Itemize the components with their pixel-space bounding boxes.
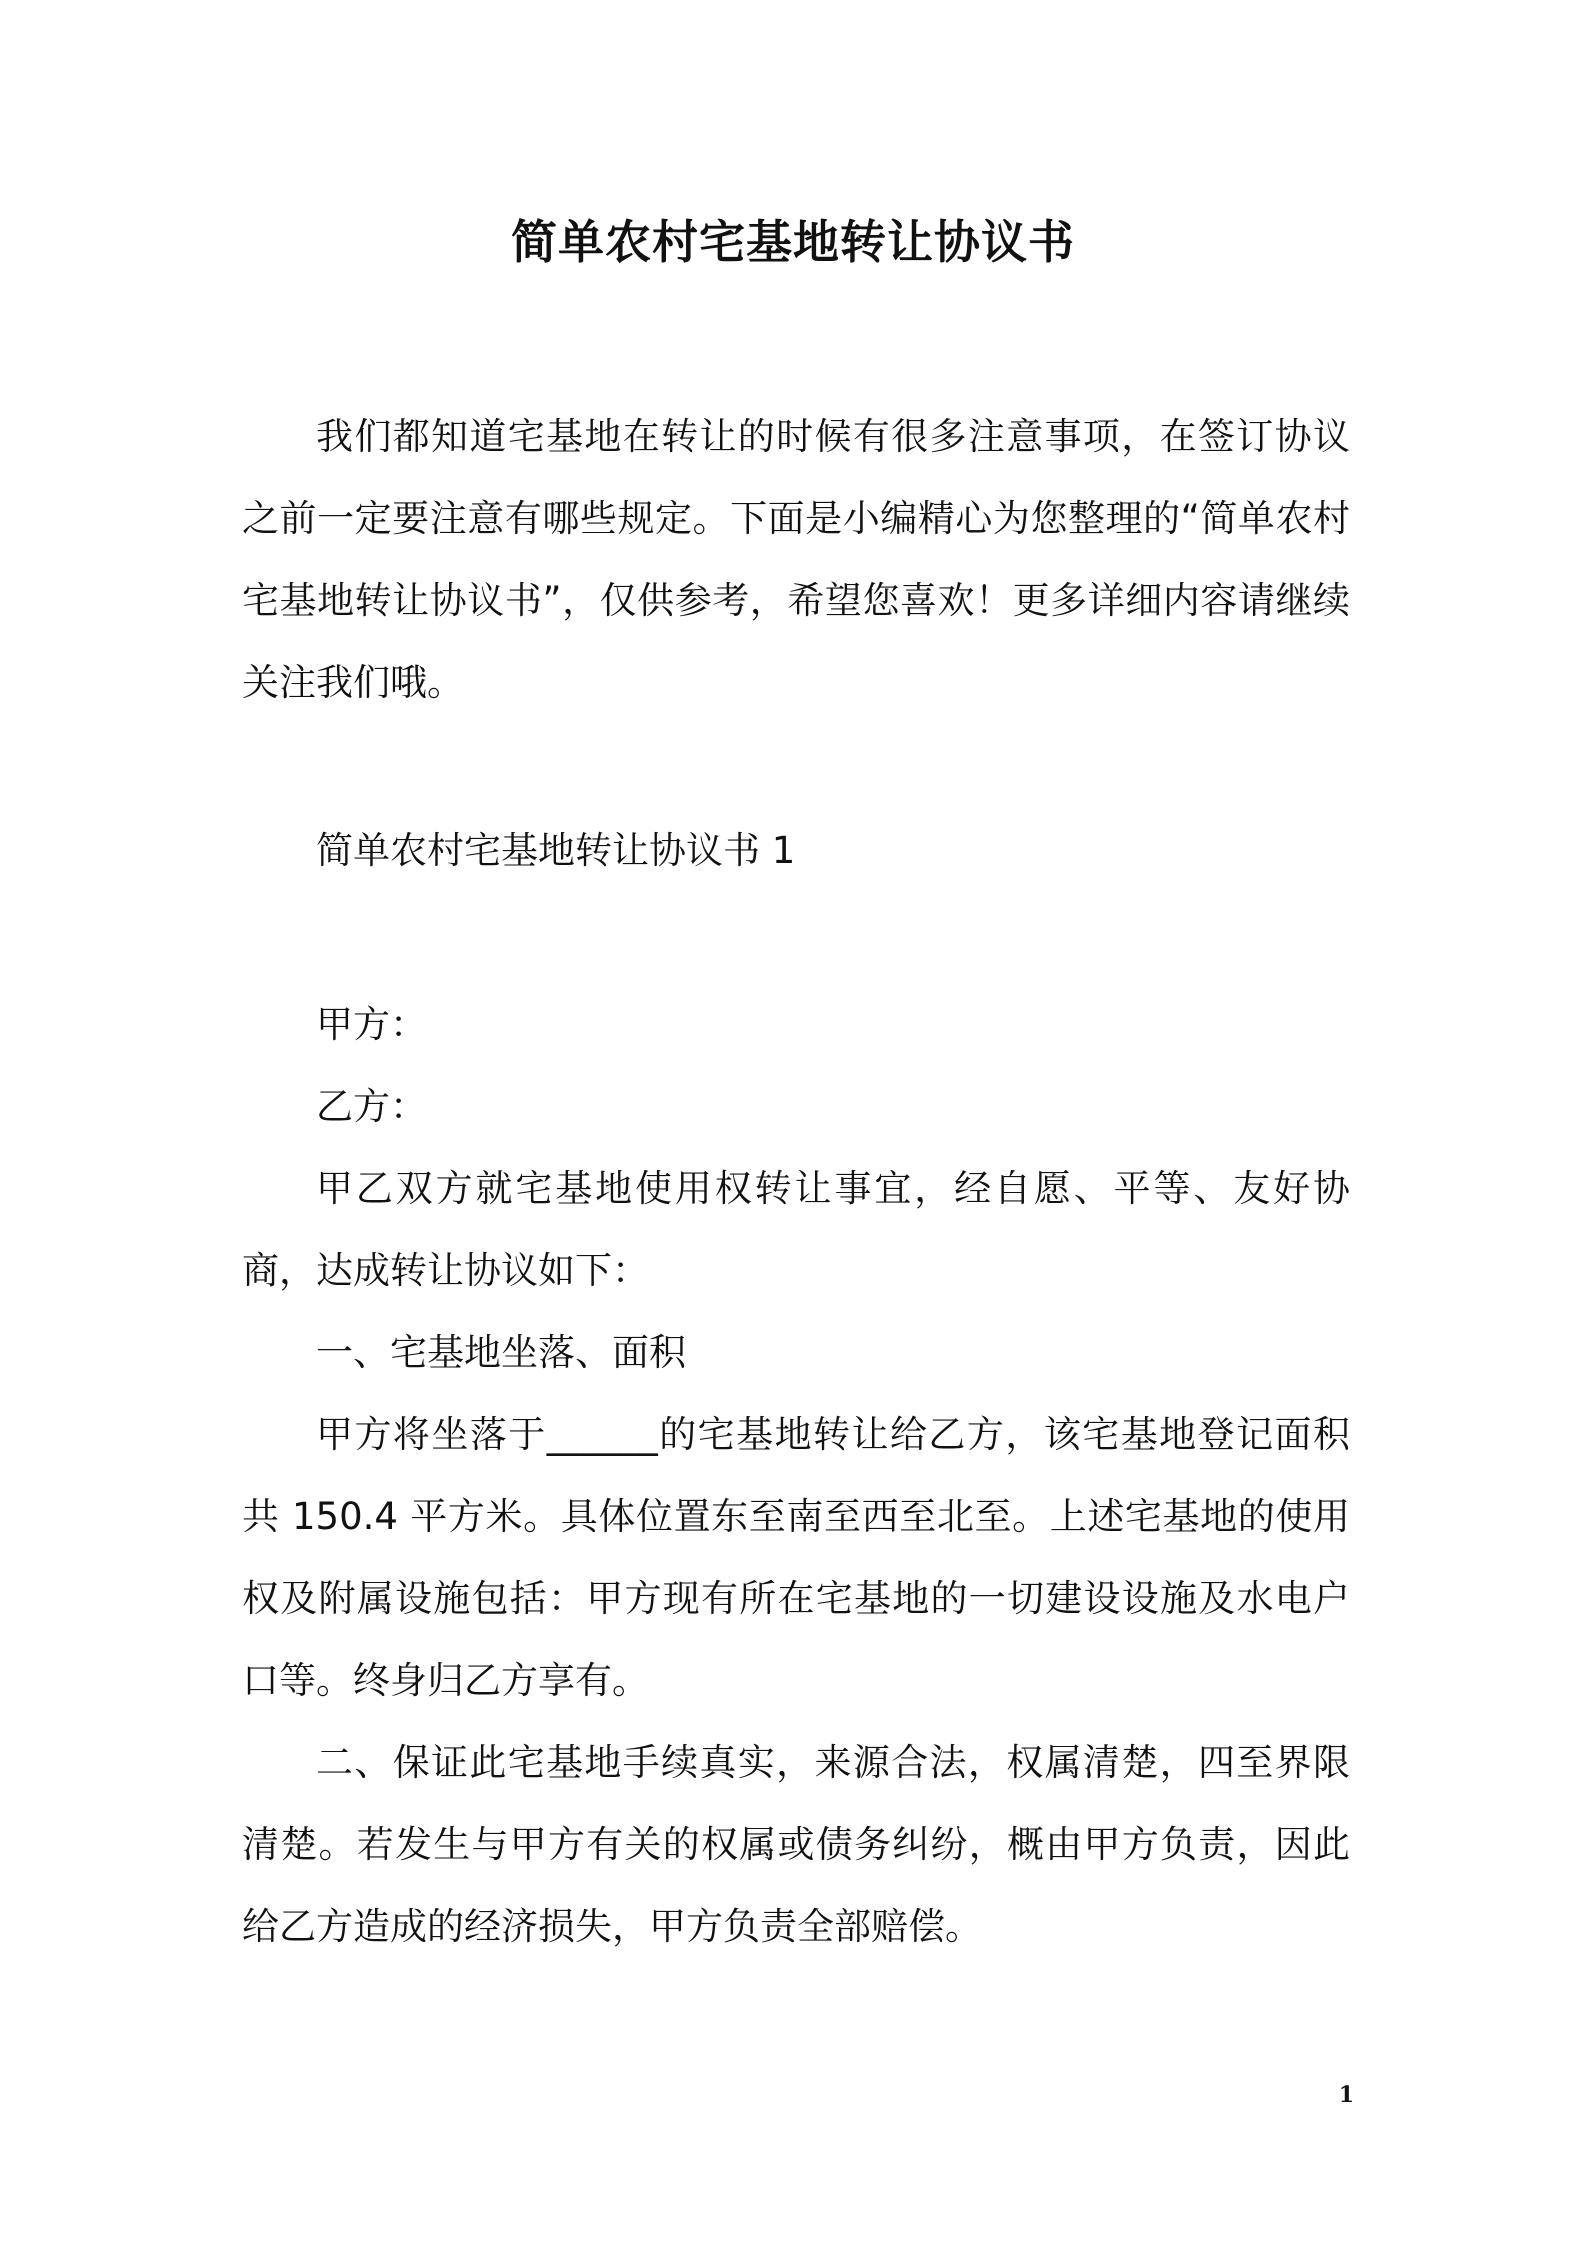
page-number: 1	[1338, 2082, 1354, 2108]
party-b-label: 乙方：	[316, 1085, 427, 1128]
clause-1-heading: 一、宅基地坐落、面积	[316, 1331, 686, 1374]
intro-paragraph: 我们都知道宅基地在转让的时候有很多注意事项，在签订协议之前一定要注意有哪些规定。下面是小编精心为您整理的“简单农村宅基地转让协议书”，仅供参考，希望您喜欢！更多详细内容请继续关注我们哦。	[242, 415, 1350, 704]
party-a-label: 甲方：	[316, 1003, 427, 1046]
clause-1-text: 甲方将坐落于______的宅基地转让给乙方，该宅基地登记面积共 150.4 平方米。具体位置东至南至西至北至。上述宅基地的使用权及附属设施包括：甲方现有所在宅基地的一切建设设施及水电户口等。终身归乙方享有。	[242, 1413, 1350, 1702]
document-title: 简单农村宅基地转让协议书	[511, 215, 1075, 269]
clause-2-text: 二、保证此宅基地手续真实，来源合法，权属清楚，四至界限清楚。若发生与甲方有关的权属或债务纠纷，概由甲方负责，因此给乙方造成的经济损失，甲方负责全部赔偿。	[242, 1741, 1350, 1948]
section-heading: 简单农村宅基地转让协议书 1	[316, 829, 796, 872]
agreement-preamble: 甲乙双方就宅基地使用权转让事宜，经自愿、平等、友好协商，达成转让协议如下：	[242, 1167, 1350, 1292]
